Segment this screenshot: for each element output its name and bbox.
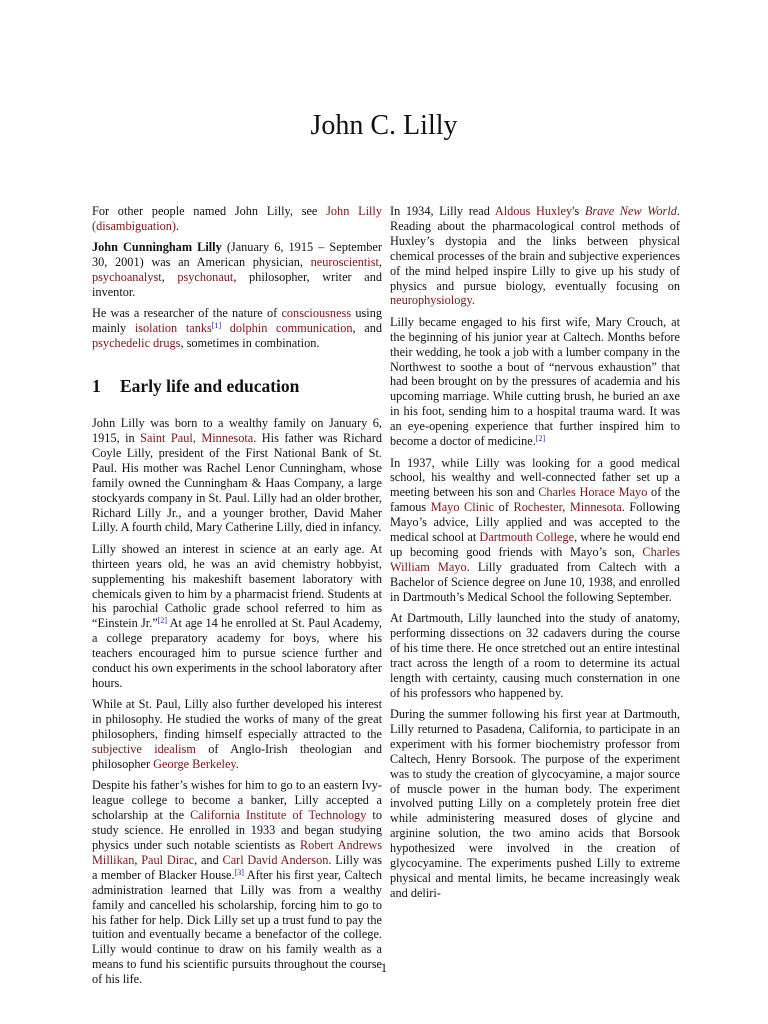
dartmouth-link[interactable]: Dartmouth College xyxy=(479,530,575,545)
body-paragraph xyxy=(390,315,680,449)
citation-link[interactable]: [1] xyxy=(211,321,222,331)
body-text: . Reading about the pharmacological control methods of Huxley’s dystopia and the links between physical chemical processes of the brain and subjective experiences of the mind helped inspire Lilly to give up his study of physics and pursue biology, eventually focusing on xyxy=(390,204,680,293)
body-text: 's xyxy=(572,204,585,218)
body-text: of Anglo-Irish theologian and philosopher xyxy=(92,742,383,771)
lead-paragraph xyxy=(92,306,382,351)
body-text: John Lilly was born to a wealthy family on January 6, 1915, in xyxy=(92,416,382,445)
dirac-link[interactable]: Paul Dirac xyxy=(141,852,195,867)
subjective-idealism-link[interactable]: subjective idealism xyxy=(92,742,196,757)
body-text: , and xyxy=(194,852,223,867)
psychonaut-link[interactable]: psychonaut xyxy=(177,270,234,285)
neuroscientist-link[interactable]: neuroscientist xyxy=(310,255,379,270)
lead-text: He was a researcher of the nature of xyxy=(92,306,282,321)
citation-link[interactable]: [3] xyxy=(234,867,244,877)
neurophysiology-link[interactable]: neurophysiology xyxy=(390,293,472,308)
hatnote-text: For other people named John Lilly, see xyxy=(92,204,327,218)
aldous-huxley-link[interactable]: Aldous Huxley xyxy=(494,204,573,218)
body-text: , xyxy=(134,852,142,867)
rochester-link[interactable]: Rochester, Minnesota xyxy=(513,500,622,515)
disambiguation-link[interactable]: John Lilly (disambiguation) xyxy=(92,204,382,233)
anderson-link[interactable]: Carl David Anderson xyxy=(222,852,329,867)
lead-text: , and xyxy=(352,321,382,336)
body-paragraph xyxy=(92,697,382,772)
charles-william-mayo-link[interactable]: Charles William Mayo xyxy=(390,544,680,574)
hatnote-text-end: . xyxy=(176,218,180,233)
lead-text xyxy=(221,321,230,335)
body-paragraph xyxy=(92,778,382,987)
charles-horace-mayo-link[interactable]: Charles Horace Mayo xyxy=(538,485,648,500)
page-title: John C. Lilly xyxy=(310,110,458,141)
body-paragraph xyxy=(390,707,680,901)
hatnote xyxy=(92,204,382,234)
body-text: . Lilly graduated from Caltech with a Bachelor of Science degree on June 10, 1938, and enrolled in Dartmouth’s Medical School the following September. xyxy=(390,559,680,604)
page-number: 1 xyxy=(380,961,388,975)
body-text: of xyxy=(494,500,514,515)
george-berkeley-link[interactable]: George Berkeley xyxy=(153,757,236,771)
body-text: of the famous xyxy=(390,485,681,515)
brave-new-world-link[interactable]: Brave New World xyxy=(584,204,677,218)
body-text: At Dartmouth, Lilly launched into the study of anatomy, performing dissections on 32 cadavers during the course of his time there. He once stretched out an entire intestinal tract across the length of a room to determine its actual length with certainty, causing much consternation in one of his professors who happened by. xyxy=(390,611,680,700)
body-text: , where he would end up becoming good friends with Mayo’s son, xyxy=(390,530,680,559)
body-paragraph xyxy=(92,542,382,691)
isolation-tanks-link[interactable]: isolation tanks xyxy=(134,321,212,336)
body-text: In 1937, while Lilly was looking for a good medical school, his wealthy and well-connected father set up a meeting between his son and xyxy=(390,455,680,500)
body-text: . His father was Richard Coyle Lilly, president of the First National Bank of St. Paul. His mother was Rachel Lenor Cunningham, whose family owned the Cunningham & Haas Company, a large stockyards company in St. Paul. Lilly had an older brother, Richard Lilly Jr., and a younger brother, David Maher Lilly. A fourth child, Mary Catherine Lilly, died in infancy. xyxy=(92,430,382,535)
lead-text: , xyxy=(378,255,382,270)
psychoanalyst-link[interactable]: psychoanalyst xyxy=(92,270,162,285)
body-text: After his first year, Caltech administration learned that Lilly was from a wealthy family and cancelled his scholarship, forcing him to go to his father for help. Dick Lilly set up a trust fund to pay the tuition and eventually became a benefactor of the college. Lilly would continue to draw on his family wealth as a means to fund his scientific pursuits throughout the course of his life. xyxy=(92,867,382,987)
millikan-link[interactable]: Robert Andrews Millikan xyxy=(92,838,382,867)
saint-paul-link[interactable]: Saint Paul, Minnesota xyxy=(140,430,254,445)
body-paragraph xyxy=(390,611,680,700)
body-text: In 1934, Lilly read xyxy=(390,204,495,218)
body-text: to study science. He enrolled in 1933 and began studying physics under such notable scientists as xyxy=(92,808,382,853)
lead-paragraph xyxy=(92,240,382,300)
body-text: . Following Mayo’s advice, Lilly applied and was accepted to the medical school at xyxy=(390,500,680,545)
citation-link[interactable]: [2] xyxy=(157,616,168,626)
lead-text: (January 6, 1915 – September 30, 2001) was an American physician, xyxy=(92,240,382,270)
psychedelic-drugs-link[interactable]: psychedelic drugs xyxy=(92,336,181,351)
body-paragraph xyxy=(92,416,382,535)
body-paragraph xyxy=(390,204,680,308)
body-text: . Lilly was a member of Blacker House. xyxy=(92,852,382,882)
consciousness-link[interactable]: consciousness xyxy=(281,306,352,321)
body-text: Lilly became engaged to his first wife, Mary Crouch, at the beginning of his junior year at Caltech. Months before their wedding, he took a job with a lumber company in the Northwest to soothe a bout of “nervous exhaustion” that had been brought on by the pressures of academia and his upcoming marriage. While cutting brush, he buried an axe in his foot, sending him to a hospital trauma ward. It was an eye-opening experience that further inspired him to become a doctor of medicine. xyxy=(390,314,680,449)
subject-name: John Cunningham Lilly xyxy=(92,240,222,255)
body-text: . xyxy=(235,757,239,771)
lead-text: , sometimes in combination. xyxy=(180,336,320,351)
left-column xyxy=(92,204,382,994)
citation-link[interactable]: [2] xyxy=(535,434,546,444)
caltech-link[interactable]: California Institute of Technology xyxy=(190,808,367,823)
body-text: While at St. Paul, Lilly also further developed his interest in philosophy. He studied the works of many of the great philosophers, finding himself especially attracted to the xyxy=(92,697,382,742)
body-text: During the summer following his first year at Dartmouth, Lilly returned to Pasadena, California, to participate in an experiment with his former biochemistry professor from Caltech, Henry Borsook. The purpose of the experiment was to study the creation of glycocyamine, a major source of muscle power in the human body. The experiment involved putting Lilly on a completely protein free diet while administering measured doses of glycine and arginine solution, the two amino acids that Borsook hypothesized were involved in the creation of glycocyamine. The experiments pushed Lilly to extreme physical and mental limits, he became increasingly weak and deliri- xyxy=(390,707,680,900)
body-text: Despite his father’s wishes for him to go to an eastern Ivy-league college to become a banker, Lilly accepted a scholarship at the xyxy=(92,778,382,823)
body-paragraph xyxy=(390,456,680,605)
mayo-clinic-link[interactable]: Mayo Clinic xyxy=(430,500,495,515)
lead-text: , philosopher, writer and inventor. xyxy=(92,270,382,300)
section-title: Early life and education xyxy=(120,376,300,397)
section-number: 1 xyxy=(92,376,101,397)
section-heading xyxy=(92,376,382,397)
dolphin-communication-link[interactable]: dolphin communication xyxy=(229,321,353,336)
body-text: At age 14 he enrolled at St. Paul Academy, a college preparatory academy for boys, where his teachers encouraged him to pursue science further and conduct his own experiments in the school laboratory after hours. xyxy=(92,616,382,690)
body-text: Lilly showed an interest in science at an early age. At thirteen years old, he was an avid chemistry hobbyist, supplementing his makeshift basement laboratory with chemicals given to him by a pharmacist friend. Students at his parochial Catholic grade school referred to him as “Einstein Jr.” xyxy=(92,541,382,631)
right-column xyxy=(390,204,680,907)
lead-text: , xyxy=(161,270,178,285)
body-text: . xyxy=(471,293,475,308)
lead-text: using mainly xyxy=(92,306,382,336)
